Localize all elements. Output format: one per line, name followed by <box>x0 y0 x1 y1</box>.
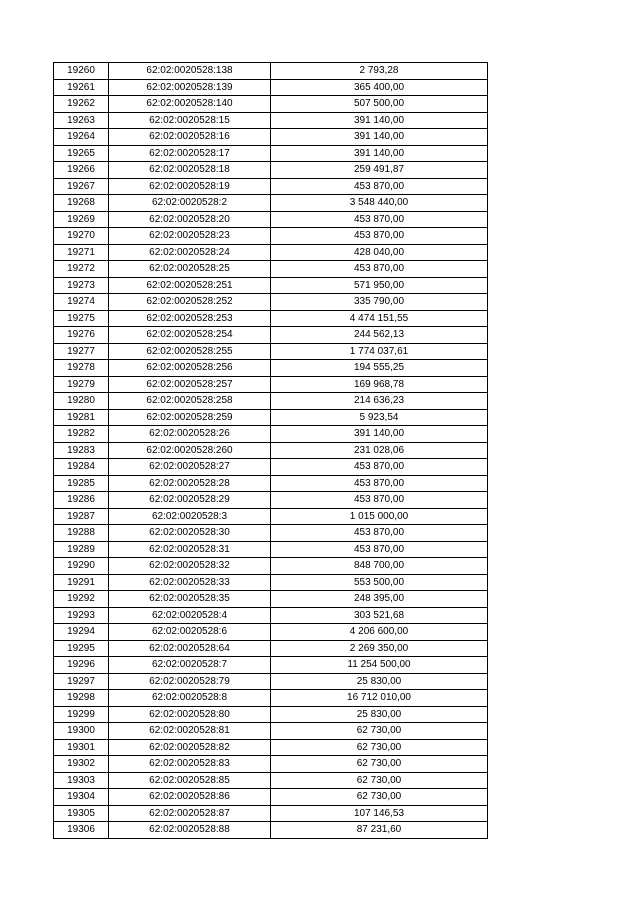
table-row <box>54 591 488 608</box>
table-row <box>54 178 488 195</box>
table-row <box>54 96 488 113</box>
row-number-cell: 19261 <box>54 79 109 96</box>
cadastral-number-cell: 62:02:0020528:252 <box>109 294 271 311</box>
row-number-cell: 19288 <box>54 525 109 542</box>
table-row <box>54 228 488 245</box>
cadastral-number-cell: 62:02:0020528:64 <box>109 640 271 657</box>
cadastral-value-cell: 248 395,00 <box>271 591 488 608</box>
cadastral-value-cell: 391 140,00 <box>271 145 488 162</box>
row-number-cell: 19287 <box>54 508 109 525</box>
row-number-cell: 19306 <box>54 822 109 839</box>
table-row <box>54 640 488 657</box>
cadastral-value-cell: 453 870,00 <box>271 525 488 542</box>
cadastral-number-cell: 62:02:0020528:82 <box>109 739 271 756</box>
cadastral-number-cell: 62:02:0020528:85 <box>109 772 271 789</box>
cadastral-value-cell: 553 500,00 <box>271 574 488 591</box>
cadastral-value-cell: 16 712 010,00 <box>271 690 488 707</box>
cadastral-number-cell: 62:02:0020528:138 <box>109 63 271 80</box>
cadastral-number-cell: 62:02:0020528:6 <box>109 624 271 641</box>
cadastral-value-cell: 453 870,00 <box>271 228 488 245</box>
cadastral-value-cell: 1 015 000,00 <box>271 508 488 525</box>
row-number-cell: 19281 <box>54 409 109 426</box>
cadastral-number-cell: 62:02:0020528:255 <box>109 343 271 360</box>
table-row <box>54 706 488 723</box>
row-number-cell: 19294 <box>54 624 109 641</box>
cadastral-value-cell: 453 870,00 <box>271 211 488 228</box>
cadastral-number-cell: 62:02:0020528:16 <box>109 129 271 146</box>
table-row <box>54 789 488 806</box>
cadastral-number-cell: 62:02:0020528:260 <box>109 442 271 459</box>
row-number-cell: 19293 <box>54 607 109 624</box>
table-row <box>54 426 488 443</box>
cadastral-value-cell: 259 491,87 <box>271 162 488 179</box>
row-number-cell: 19289 <box>54 541 109 558</box>
cadastral-value-cell: 169 968,78 <box>271 376 488 393</box>
table-row <box>54 277 488 294</box>
cadastral-number-cell: 62:02:0020528:17 <box>109 145 271 162</box>
row-number-cell: 19264 <box>54 129 109 146</box>
table-row <box>54 624 488 641</box>
cadastral-number-cell: 62:02:0020528:15 <box>109 112 271 129</box>
row-number-cell: 19262 <box>54 96 109 113</box>
table-row <box>54 690 488 707</box>
cadastral-number-cell: 62:02:0020528:2 <box>109 195 271 212</box>
cadastral-number-cell: 62:02:0020528:86 <box>109 789 271 806</box>
cadastral-number-cell: 62:02:0020528:259 <box>109 409 271 426</box>
cadastral-value-cell: 453 870,00 <box>271 541 488 558</box>
row-number-cell: 19301 <box>54 739 109 756</box>
table-row <box>54 459 488 476</box>
table-row <box>54 211 488 228</box>
cadastral-value-cell: 25 830,00 <box>271 673 488 690</box>
cadastral-number-cell: 62:02:0020528:23 <box>109 228 271 245</box>
row-number-cell: 19291 <box>54 574 109 591</box>
row-number-cell: 19296 <box>54 657 109 674</box>
cadastral-number-cell: 62:02:0020528:253 <box>109 310 271 327</box>
cadastral-number-cell: 62:02:0020528:256 <box>109 360 271 377</box>
cadastral-number-cell: 62:02:0020528:3 <box>109 508 271 525</box>
cadastral-value-table <box>53 62 488 839</box>
cadastral-value-cell: 62 730,00 <box>271 739 488 756</box>
row-number-cell: 19292 <box>54 591 109 608</box>
row-number-cell: 19280 <box>54 393 109 410</box>
table-row <box>54 327 488 344</box>
cadastral-value-cell: 848 700,00 <box>271 558 488 575</box>
row-number-cell: 19305 <box>54 805 109 822</box>
cadastral-value-cell: 194 555,25 <box>271 360 488 377</box>
table-body <box>54 63 488 839</box>
cadastral-number-cell: 62:02:0020528:87 <box>109 805 271 822</box>
table-row <box>54 360 488 377</box>
cadastral-number-cell: 62:02:0020528:25 <box>109 261 271 278</box>
table-row <box>54 739 488 756</box>
row-number-cell: 19267 <box>54 178 109 195</box>
row-number-cell: 19272 <box>54 261 109 278</box>
cadastral-number-cell: 62:02:0020528:251 <box>109 277 271 294</box>
row-number-cell: 19283 <box>54 442 109 459</box>
cadastral-value-cell: 214 636,23 <box>271 393 488 410</box>
table-row <box>54 310 488 327</box>
table-row <box>54 393 488 410</box>
table-row <box>54 162 488 179</box>
table-row <box>54 822 488 839</box>
table-row <box>54 558 488 575</box>
cadastral-number-cell: 62:02:0020528:88 <box>109 822 271 839</box>
cadastral-value-cell: 453 870,00 <box>271 492 488 509</box>
cadastral-value-cell: 365 400,00 <box>271 79 488 96</box>
cadastral-value-cell: 4 206 600,00 <box>271 624 488 641</box>
cadastral-value-cell: 87 231,60 <box>271 822 488 839</box>
cadastral-value-cell: 5 923,54 <box>271 409 488 426</box>
cadastral-value-cell: 571 950,00 <box>271 277 488 294</box>
table-row <box>54 112 488 129</box>
row-number-cell: 19282 <box>54 426 109 443</box>
cadastral-number-cell: 62:02:0020528:30 <box>109 525 271 542</box>
row-number-cell: 19300 <box>54 723 109 740</box>
row-number-cell: 19269 <box>54 211 109 228</box>
cadastral-value-cell: 62 730,00 <box>271 772 488 789</box>
table-row <box>54 145 488 162</box>
table-row <box>54 805 488 822</box>
cadastral-number-cell: 62:02:0020528:83 <box>109 756 271 773</box>
table-row <box>54 376 488 393</box>
cadastral-value-cell: 453 870,00 <box>271 459 488 476</box>
row-number-cell: 19268 <box>54 195 109 212</box>
row-number-cell: 19260 <box>54 63 109 80</box>
cadastral-number-cell: 62:02:0020528:29 <box>109 492 271 509</box>
cadastral-value-cell: 231 028,06 <box>271 442 488 459</box>
row-number-cell: 19304 <box>54 789 109 806</box>
row-number-cell: 19276 <box>54 327 109 344</box>
row-number-cell: 19279 <box>54 376 109 393</box>
table-row <box>54 492 488 509</box>
cadastral-value-cell: 2 793,28 <box>271 63 488 80</box>
cadastral-number-cell: 62:02:0020528:24 <box>109 244 271 261</box>
cadastral-value-cell: 62 730,00 <box>271 789 488 806</box>
cadastral-value-cell: 391 140,00 <box>271 129 488 146</box>
table-row <box>54 723 488 740</box>
cadastral-value-cell: 107 146,53 <box>271 805 488 822</box>
table-row <box>54 657 488 674</box>
cadastral-value-cell: 11 254 500,00 <box>271 657 488 674</box>
cadastral-value-cell: 1 774 037,61 <box>271 343 488 360</box>
cadastral-value-cell: 453 870,00 <box>271 178 488 195</box>
row-number-cell: 19295 <box>54 640 109 657</box>
row-number-cell: 19302 <box>54 756 109 773</box>
cadastral-number-cell: 62:02:0020528:140 <box>109 96 271 113</box>
table-row <box>54 409 488 426</box>
cadastral-number-cell: 62:02:0020528:257 <box>109 376 271 393</box>
row-number-cell: 19266 <box>54 162 109 179</box>
row-number-cell: 19285 <box>54 475 109 492</box>
cadastral-number-cell: 62:02:0020528:32 <box>109 558 271 575</box>
row-number-cell: 19270 <box>54 228 109 245</box>
cadastral-number-cell: 62:02:0020528:35 <box>109 591 271 608</box>
row-number-cell: 19298 <box>54 690 109 707</box>
cadastral-value-cell: 244 562,13 <box>271 327 488 344</box>
table-row <box>54 343 488 360</box>
row-number-cell: 19290 <box>54 558 109 575</box>
cadastral-value-cell: 62 730,00 <box>271 756 488 773</box>
row-number-cell: 19271 <box>54 244 109 261</box>
table-row <box>54 79 488 96</box>
cadastral-number-cell: 62:02:0020528:8 <box>109 690 271 707</box>
row-number-cell: 19263 <box>54 112 109 129</box>
cadastral-value-cell: 2 269 350,00 <box>271 640 488 657</box>
row-number-cell: 19284 <box>54 459 109 476</box>
cadastral-number-cell: 62:02:0020528:139 <box>109 79 271 96</box>
cadastral-number-cell: 62:02:0020528:19 <box>109 178 271 195</box>
table-row <box>54 442 488 459</box>
table-row <box>54 261 488 278</box>
row-number-cell: 19303 <box>54 772 109 789</box>
cadastral-value-cell: 453 870,00 <box>271 475 488 492</box>
cadastral-number-cell: 62:02:0020528:258 <box>109 393 271 410</box>
cadastral-number-cell: 62:02:0020528:27 <box>109 459 271 476</box>
row-number-cell: 19277 <box>54 343 109 360</box>
cadastral-value-cell: 428 040,00 <box>271 244 488 261</box>
table-row <box>54 508 488 525</box>
cadastral-value-cell: 453 870,00 <box>271 261 488 278</box>
cadastral-number-cell: 62:02:0020528:18 <box>109 162 271 179</box>
cadastral-number-cell: 62:02:0020528:4 <box>109 607 271 624</box>
table-row <box>54 129 488 146</box>
cadastral-number-cell: 62:02:0020528:33 <box>109 574 271 591</box>
cadastral-value-cell: 303 521,68 <box>271 607 488 624</box>
cadastral-number-cell: 62:02:0020528:28 <box>109 475 271 492</box>
row-number-cell: 19299 <box>54 706 109 723</box>
cadastral-number-cell: 62:02:0020528:20 <box>109 211 271 228</box>
cadastral-value-cell: 391 140,00 <box>271 426 488 443</box>
table-row <box>54 294 488 311</box>
cadastral-number-cell: 62:02:0020528:26 <box>109 426 271 443</box>
table-row <box>54 772 488 789</box>
cadastral-value-cell: 335 790,00 <box>271 294 488 311</box>
row-number-cell: 19275 <box>54 310 109 327</box>
cadastral-value-cell: 4 474 151,55 <box>271 310 488 327</box>
row-number-cell: 19278 <box>54 360 109 377</box>
row-number-cell: 19297 <box>54 673 109 690</box>
table-row <box>54 673 488 690</box>
row-number-cell: 19265 <box>54 145 109 162</box>
table-row <box>54 63 488 80</box>
table-row <box>54 525 488 542</box>
cadastral-value-cell: 507 500,00 <box>271 96 488 113</box>
table-row <box>54 244 488 261</box>
table-row <box>54 607 488 624</box>
table-row <box>54 756 488 773</box>
cadastral-value-cell: 391 140,00 <box>271 112 488 129</box>
table-row <box>54 541 488 558</box>
cadastral-number-cell: 62:02:0020528:81 <box>109 723 271 740</box>
row-number-cell: 19274 <box>54 294 109 311</box>
table-row <box>54 574 488 591</box>
cadastral-number-cell: 62:02:0020528:80 <box>109 706 271 723</box>
row-number-cell: 19273 <box>54 277 109 294</box>
table-row <box>54 475 488 492</box>
cadastral-number-cell: 62:02:0020528:31 <box>109 541 271 558</box>
table-row <box>54 195 488 212</box>
cadastral-value-cell: 3 548 440,00 <box>271 195 488 212</box>
cadastral-number-cell: 62:02:0020528:7 <box>109 657 271 674</box>
cadastral-number-cell: 62:02:0020528:79 <box>109 673 271 690</box>
cadastral-value-cell: 62 730,00 <box>271 723 488 740</box>
row-number-cell: 19286 <box>54 492 109 509</box>
cadastral-number-cell: 62:02:0020528:254 <box>109 327 271 344</box>
cadastral-value-cell: 25 830,00 <box>271 706 488 723</box>
